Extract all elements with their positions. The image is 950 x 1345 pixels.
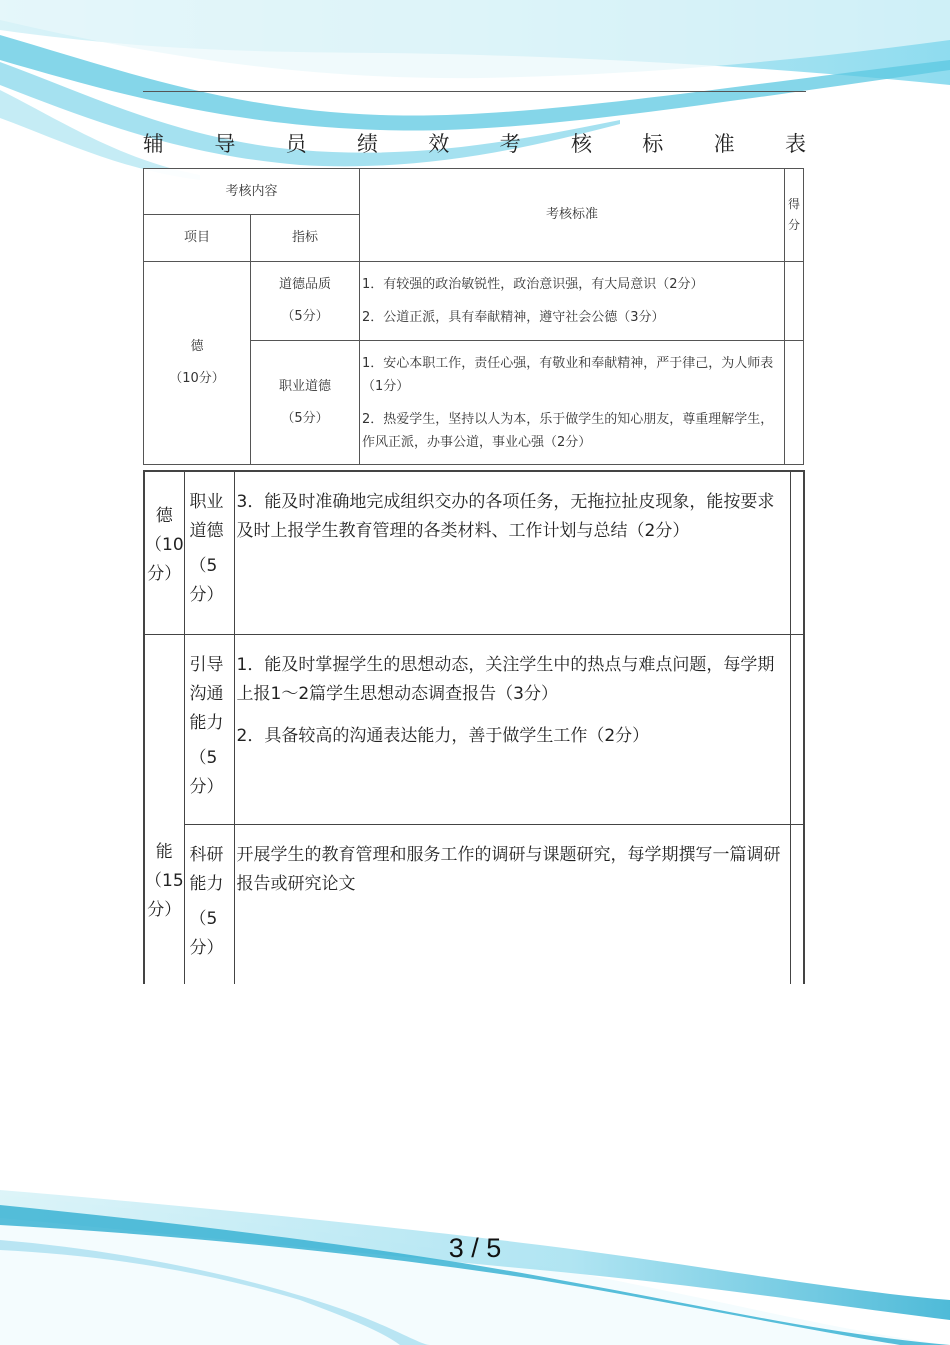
indicator-points: （5分） xyxy=(281,309,329,324)
score-cell xyxy=(790,634,804,824)
title-char: 效 xyxy=(428,132,450,156)
header-indicator: 指标 xyxy=(251,215,360,262)
category-name: 德 xyxy=(155,506,173,526)
criteria-cell xyxy=(360,341,785,465)
criteria-item: 1．能及时掌握学生的思想动态，关注学生中的热点与难点问题，每学期上报1～2篇学生思想动态调查报告（3分） xyxy=(236,654,775,704)
indicator-name: 引导沟通能力 xyxy=(189,654,224,733)
criteria-item: 3．能及时准确地完成组织交办的各项任务，无拖拉扯皮现象，能按要求及时上报学生教育管理的各类材料、工作计划与总结（2分） xyxy=(236,492,775,541)
header-rule xyxy=(143,91,806,92)
criteria-cell xyxy=(234,471,790,634)
criteria-cell xyxy=(360,262,785,341)
indicator-points: （5分） xyxy=(189,908,224,958)
title-char: 准 xyxy=(713,132,735,156)
score-cell xyxy=(790,471,804,634)
assessment-table-top xyxy=(143,168,804,465)
title-char: 核 xyxy=(570,132,592,156)
header-score: 得分 xyxy=(788,197,801,232)
criteria-item: 2．热爱学生，坚持以人为本，乐于做学生的知心朋友，尊重理解学生，作风正派，办事公道，事业心强（2分） xyxy=(362,411,774,450)
indicator-points: （5分） xyxy=(189,747,224,797)
category-name: 德 xyxy=(190,339,204,354)
header-project: 项目 xyxy=(144,215,251,262)
category-points: （15分） xyxy=(145,871,184,920)
criteria-cell xyxy=(234,634,790,824)
score-cell xyxy=(790,824,804,984)
criteria-item: 开展学生的教育管理和服务工作的调研与课题研究，每学期撰写一篇调研报告或研究论文 xyxy=(236,844,781,894)
criteria-item: 2．公道正派，具有奉献精神，遵守社会公德（3分） xyxy=(362,310,665,325)
indicator-points: （5分） xyxy=(281,410,329,426)
indicator-cell xyxy=(251,262,360,341)
criteria-item: 2．具备较高的沟通表达能力，善于做学生工作（2分） xyxy=(236,725,650,746)
criteria-cell xyxy=(234,824,790,984)
indicator-name: 科研能力 xyxy=(189,844,224,894)
title-char: 导 xyxy=(214,132,236,156)
indicator-name: 职业道德 xyxy=(279,378,332,394)
category-cell-de xyxy=(144,262,251,465)
indicator-cell xyxy=(184,471,234,634)
indicator-cell xyxy=(251,341,360,465)
criteria-item: 1．有较强的政治敏锐性，政治意识强，有大局意识（2分） xyxy=(362,277,704,292)
title-char: 标 xyxy=(642,132,664,156)
indicator-name: 道德品质 xyxy=(279,277,332,292)
title-char: 考 xyxy=(499,132,521,156)
assessment-table-bottom xyxy=(143,470,805,984)
page-number: 3 / 5 xyxy=(448,1233,502,1263)
category-name: 能 xyxy=(155,842,173,862)
header-score-cell xyxy=(785,169,804,262)
title-char: 绩 xyxy=(356,132,378,156)
header-standard: 考核标准 xyxy=(360,169,785,262)
category-cell-de xyxy=(144,471,184,634)
document-title xyxy=(143,128,806,156)
indicator-points: （5分） xyxy=(189,556,224,605)
indicator-cell xyxy=(184,824,234,984)
title-char: 员 xyxy=(285,132,307,156)
score-cell xyxy=(785,341,804,465)
title-char: 辅 xyxy=(143,132,164,156)
category-points: （10分） xyxy=(169,371,225,386)
indicator-cell xyxy=(184,634,234,824)
indicator-name: 职业道德 xyxy=(189,492,224,541)
criteria-item: 1．安心本职工作，责任心强，有敬业和奉献精神，严于律己，为人师表（1分） xyxy=(362,355,774,394)
category-cell-neng-top xyxy=(144,634,184,824)
title-char: 表 xyxy=(784,132,806,156)
header-content: 考核内容 xyxy=(144,169,360,215)
score-cell xyxy=(785,262,804,341)
category-cell-neng xyxy=(144,824,184,984)
category-points: （10分） xyxy=(145,535,184,584)
